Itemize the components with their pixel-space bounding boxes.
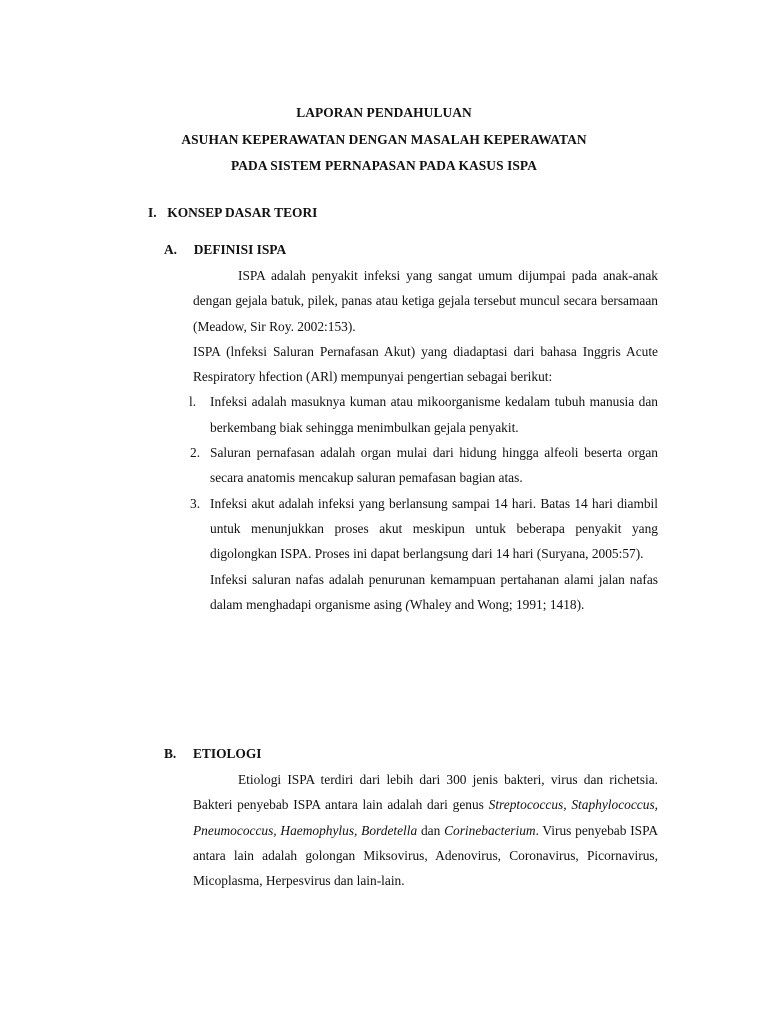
ari-paragraph: ISPA (lnfeksi Saluran Pernafasan Akut) yang diadaptasi dari bahasa Inggris Acute Respiratory hfection (ARl) mempunyai pengertian sebagai berikut: xyxy=(193,343,658,385)
list-item-number: l. xyxy=(189,394,197,410)
infection-citation: Whaley and Wong; 1991; 1418). xyxy=(409,596,585,612)
definition-paragraph: ISPA adalah penyakit infeksi yang sangat umum dijumpai pada anak-anak dengan gejala batuk, pilek, panas atau ketiga gejala tersebut muncul secara bersamaan (Meadow, Sir Roy. 2002:153). xyxy=(193,268,658,334)
section-a-heading xyxy=(164,237,286,263)
section-1-number: I. xyxy=(148,205,157,220)
list-item-text: Saluran pernafasan adalah organ mulai dari hidung hingga alfeoli beserta organ secara anatomis mencakup saluran pemafasan bagian atas. xyxy=(210,445,658,486)
section-a-body xyxy=(189,263,658,617)
section-1-title: KONSEP DASAR TEORI xyxy=(167,205,318,220)
etiology-text-1: Etiologi ISPA terdiri dari lebih dari 300 jenis bakteri, virus dan richetsia. Bakteri penyebab ISPA antara lain adalah dari genus xyxy=(193,772,658,813)
section-b-body xyxy=(193,767,658,893)
section-b-heading xyxy=(164,741,261,767)
list-item-number: 2. xyxy=(190,445,201,461)
title-line-1: LAPORAN PENDAHULUAN xyxy=(296,105,472,120)
list-item-text: Infeksi akut adalah infeksi yang berlansung sampai 14 hari. Batas 14 hari diambil untuk menunjukkan proses akut meskipun untuk beberapa penyakit yang digolongkan ISPA. Proses ini dapat berlangsung dari 14 hari (Suryana, 2005:57). xyxy=(210,495,658,562)
document-title xyxy=(0,100,768,180)
infection-paren: ( xyxy=(405,596,410,612)
etiology-text-2: dan xyxy=(417,822,445,838)
list-item-number: 3. xyxy=(190,495,201,511)
section-b-title: ETIOLOGI xyxy=(193,746,262,761)
infection-text: Infeksi saluran nafas adalah penurunan kemampuan pertahanan alami jalan nafas dalam menghadapi organisme asing xyxy=(210,571,658,612)
etiology-text-3: . Virus penyebab ISPA antara lain adalah golongan Miksovirus, Adenovirus, Coronavirus, Picornavirus, Micoplasma, Herpesvirus dan lain-lain. xyxy=(193,822,659,889)
list-item xyxy=(190,440,658,491)
infection-paragraph xyxy=(193,567,658,618)
section-a-title: DEFINISI ISPA xyxy=(193,242,287,257)
definition-list xyxy=(189,389,658,566)
title-line-2: ASUHAN KEPERAWATAN DENGAN MASALAH KEPERAWATAN xyxy=(181,131,587,147)
list-item xyxy=(189,389,658,440)
section-b-letter: B. xyxy=(164,746,177,761)
title-line-3: PADA SISTEM PERNAPASAN PADA KASUS ISPA xyxy=(231,158,537,173)
list-item xyxy=(190,491,658,567)
section-a-letter: A. xyxy=(164,242,178,257)
genus-corinebacterium: Corinebacterium xyxy=(444,822,536,838)
section-1-heading xyxy=(148,200,317,226)
list-item-text: Infeksi adalah masuknya kuman atau mikoorganisme kedalam tubuh manusia dan berkembang biak sehingga menimbulkan gejala penyakit. xyxy=(210,394,658,435)
genus-list: Streptococcus, Staphylococcus, Pneumococcus, Haemophylus, Bordetella xyxy=(193,797,659,838)
etiology-paragraph xyxy=(193,767,658,893)
